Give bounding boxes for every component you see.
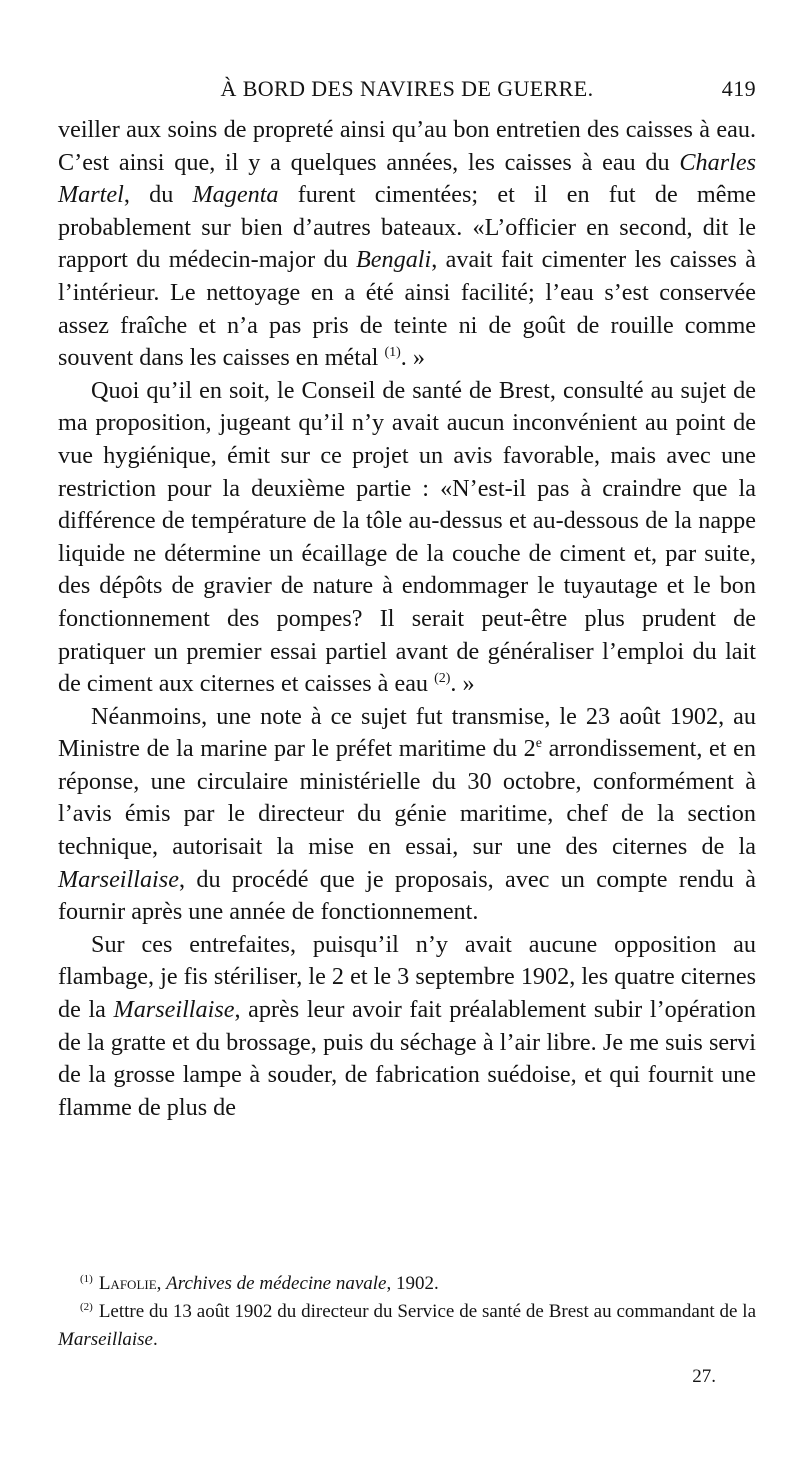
- book-page: [58, 0, 756, 1471]
- running-head: [58, 76, 756, 106]
- paragraph-4-text-b: , après leur avoir fait préalablement subir l’opération de la gratte et du brossage, puis du séchage à l’air libre. Je me suis servi de la grosse lampe à souder, de fabrication suédoise, et qui fournit une flamme de plus de: [58, 996, 756, 1121]
- paragraph-1-text-c: furent cimentées; et il en fut de même probablement sur bien d’autres bateaux. «L’officier en second, dit le rapport du médecin-major du: [58, 181, 756, 274]
- footnote-2: [58, 1298, 756, 1354]
- paragraph-2: [58, 375, 756, 701]
- paragraph-3-text-c: , du procédé que je proposais, avec un compte rendu à fournir après une année de fonctionnement.: [58, 865, 756, 926]
- page-number: 419: [721, 76, 756, 101]
- paragraph-4-text-a: Sur ces entrefaites, puisqu’il n’y avait aucune opposition au flambage, je fis stériliser, le 2 et le 3 septembre 1902, les quatre citernes de la: [58, 930, 756, 1024]
- paragraph-2-text-a: Quoi qu’il en soit, le Conseil de santé de Brest, consulté au sujet de ma proposition, jugeant qu’il n’y avait aucun inconvénient au point de vue hygiénique, émit sur ce projet un avis favorable, mais avec une restriction pour la deuxième partie : «N’est-il pas à craindre que la différence de température de la tôle au-dessus et au-dessous de la nappe liquide ne détermine un écaillage de la couche de ciment et, par suite, des dépôts de gravier de nature à endommager le tuyautage et le bon fonctionnement des pompes? Il serait peut-être plus prudent de pratiquer un premier essai partiel avant de généraliser l’emploi du lait de ciment aux citernes et caisses à eau: [58, 376, 756, 698]
- ship-name-magenta: Magenta: [192, 181, 279, 209]
- footnotes: [58, 1270, 756, 1354]
- footnote-1: [58, 1270, 756, 1298]
- footnote-1-rest: , 1902.: [386, 1273, 439, 1294]
- paragraph-1-text-b: , du: [123, 181, 193, 209]
- ordinal-suffix: e: [535, 736, 542, 752]
- paragraph-4: [58, 929, 756, 1125]
- ship-name-marseillaise: Marseillaise: [58, 865, 179, 893]
- paragraph-2-text-b: . »: [450, 670, 475, 698]
- footnote-ref-1[interactable]: (1): [384, 345, 401, 361]
- paragraph-1-text-a: veiller aux soins de propreté ainsi qu’au bon entretien des caisses à eau. C’est ainsi que, il y a quelques années, les caisses à eau du: [58, 116, 756, 176]
- body-text: [58, 114, 756, 1124]
- paragraph-3-text-b: arrondissement, et en réponse, une circulaire ministérielle du 30 octobre, conformément à l’avis émis par le directeur du génie maritime, chef de la section technique, autorisait la mise en essai, sur une des citernes de la: [58, 735, 756, 861]
- ship-name-marseillaise: Marseillaise: [113, 996, 235, 1024]
- signature-mark: 27.: [692, 1366, 716, 1387]
- footnote-separator: ,: [156, 1273, 167, 1294]
- paragraph-3: [58, 701, 756, 929]
- paragraph-1: [58, 114, 756, 375]
- footnote-ref-2[interactable]: (2): [434, 671, 451, 687]
- footnote-2-text-b: .: [153, 1329, 158, 1350]
- ship-name-bengali: Bengali: [356, 246, 432, 274]
- footnote-mark-1: (1): [80, 1273, 93, 1285]
- footnote-ship-name: Marseillaise: [58, 1329, 153, 1350]
- footnote-work-title: Archives de médecine navale: [166, 1273, 387, 1294]
- paragraph-1-text-e: . »: [400, 344, 425, 372]
- ship-name-charles-martel: Charles Martel: [58, 148, 756, 209]
- paragraph-3-text-a: Néanmoins, une note à ce sujet fut transmise, le 23 août 1902, au Ministre de la marine par le préfet maritime du 2: [58, 702, 756, 763]
- running-title: À BORD DES NAVIRES DE GUERRE.: [220, 76, 594, 101]
- footnote-author: Lafolie: [98, 1273, 157, 1294]
- footnote-2-text-a: Lettre du 13 août 1902 du directeur du Service de santé de Brest au commandant de la: [98, 1301, 756, 1322]
- footnote-mark-2: (2): [80, 1301, 93, 1313]
- paragraph-1-text-d: , avait fait cimenter les caisses à l’intérieur. Le nettoyage en a été ainsi facilité; l’eau s’est conservée assez fraîche et n’a pas pris de teinte ni de goût de rouille comme souvent dans les caisses en métal: [58, 246, 756, 372]
